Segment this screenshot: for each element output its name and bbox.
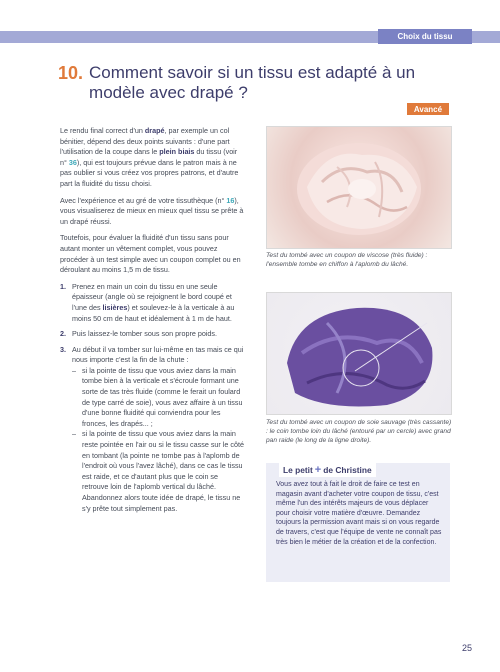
difficulty-badge: Avancé <box>407 103 449 115</box>
chapter-title: Comment savoir si un tissu est adapté à un modèle avec drapé ? <box>89 63 416 102</box>
text-run: Prenez en main un coin du tissu en une seule épaisseur (angle où se rejoignent le bord coupé et l'une des <box>72 281 232 312</box>
section-label: Choix du tissu <box>378 29 472 44</box>
text-run: ), qui est toujours prévue dans le patron mais à ne pas oublier si vous créez vos propres patrons, et d'autre part la fluidité du tissu choisi. <box>60 157 239 188</box>
term-lisieres: lisières <box>102 302 128 312</box>
step-item <box>60 345 246 515</box>
step-item <box>60 329 246 340</box>
photo-caption: Test du tombé avec un coupon de viscose (très fluide) : l'ensemble tombe en chiffon à l'aplomb du lâché. <box>266 252 428 268</box>
tip-title-prefix: Le petit <box>283 465 313 475</box>
sub-item: – si la pointe de tissu que vous aviez dans la main reste pointée en l'air ou si le tissu casse sur le côté en tombant (la pointe ne tombe pas à l'aplomb de l'endroit où vous l'avez lâché), dans ce cas le tissu est raide, et ce d'autant plus que le coin se retrouve loin de l'aplomb vertical du lâché. Abandonnez alors toute idée de drapé, le tissu ne s'y prête tout simplement pas. <box>72 429 244 513</box>
page-number: 25 <box>461 643 472 653</box>
steps-list <box>60 282 246 514</box>
tip-text: Vous avez tout à fait le droit de faire ce test en magasin avant d'acheter votre coupon de tissu, c'est même l'un des intérêts majeurs de vous déplacer pour choisir votre matière d'œuvre. Demandez toujours la permission avant mais si on vous regarde de travers, c'est que l'équipe de vente ne connaît pas très bien le métier de la création et de la confection. <box>276 481 442 546</box>
step-number: 2. <box>60 329 66 339</box>
chapter-heading <box>58 63 438 103</box>
sub-list <box>72 366 246 514</box>
viscose-drop-photo <box>266 126 452 249</box>
silk-drop-photo <box>266 292 452 415</box>
step-number: 3. <box>60 344 66 354</box>
plus-icon: + <box>314 464 322 476</box>
photo-caption: Test du tombé avec un coupon de soie sauvage (très cassante) : le coin tombe loin du lâché (entouré par un cercle) avec grand pan raide (le long de la ligne droite). <box>266 419 452 444</box>
sub-text: si la pointe de tissu que vous aviez dans la main tombe bien à la verticale et s'écroule formant une sorte de tas très fluide (comme le ferait un foulard de type carré de soie), vous avez affaire à un tissu d'une bonne fluidité qui conviendra pour les fronces, les drapés... ; <box>82 365 243 428</box>
step-number: 1. <box>60 281 66 291</box>
step-item <box>60 282 246 324</box>
text-run: Le rendu final correct d'un <box>60 126 145 135</box>
cross-ref-16[interactable]: 16 <box>226 195 235 205</box>
text-run: ), vous visualiserez de mieux en mieux quel tissu se prête à un drapé réussi. <box>60 195 244 226</box>
cross-ref-36[interactable]: 36 <box>68 157 77 167</box>
text-run: du tissu (voir n° <box>60 147 238 167</box>
sub-text: si la pointe de tissu que vous aviez dans la main reste pointée en l'air ou si le tissu casse sur le côté en tombant (la pointe ne tombe pas à l'aplomb de l'endroit où vous l'avez lâché), dans ce cas le tissu est raide, et ce d'autant plus que le coin se retrouve loin de l'aplomb vertical du lâché. Abandonnez alors toute idée de drapé, le tissu ne s'y prête tout simplement pas. <box>82 429 244 513</box>
term-plein-biais: plein biais <box>159 147 195 157</box>
tip-title <box>279 463 376 477</box>
silk-fabric-illustration <box>267 293 451 414</box>
tip-title-suffix: de Christine <box>323 465 372 475</box>
main-text-column <box>60 126 246 519</box>
text-run: Avec l'expérience et au gré de votre tissuthèque (n° <box>60 195 227 205</box>
intro-paragraph <box>60 126 246 190</box>
term-drape: drapé <box>144 126 165 135</box>
text-run: ) et soulevez-le à la verticale à au moins 50 cm de haut et idéalement à 1 m de haut. <box>72 302 235 323</box>
sub-item: – si la pointe de tissu que vous aviez dans la main tombe bien à la verticale et s'écroule formant une sorte de tas très fluide (comme le ferait un foulard de type carré de soie), vous avez affaire à un tissu d'une bonne fluidité qui conviendra pour les fronces, les drapés... ; <box>72 365 243 428</box>
experience-paragraph <box>60 196 246 228</box>
step-text: Puis laissez-le tomber sous son propre poids. <box>72 329 218 339</box>
text-run: , par exemple un col bénitier, dépend des deux points suivants : d'une part l'utilisation de la coupe dans le <box>60 126 230 157</box>
chapter-number: 10. <box>58 63 84 83</box>
viscose-fabric-illustration <box>267 127 451 248</box>
step-text: Au début il va tomber sur lui-même en tas mais ce qui nous importe c'est la fin de la chute : <box>72 344 244 365</box>
test-paragraph: Toutefois, pour évaluer la fluidité d'un tissu sans pour autant monter un vêtement complet, vous pouvez procéder à un test simple avec un coupon complet ou en déroulant au moins 1,5 m de tissu. <box>60 233 241 275</box>
